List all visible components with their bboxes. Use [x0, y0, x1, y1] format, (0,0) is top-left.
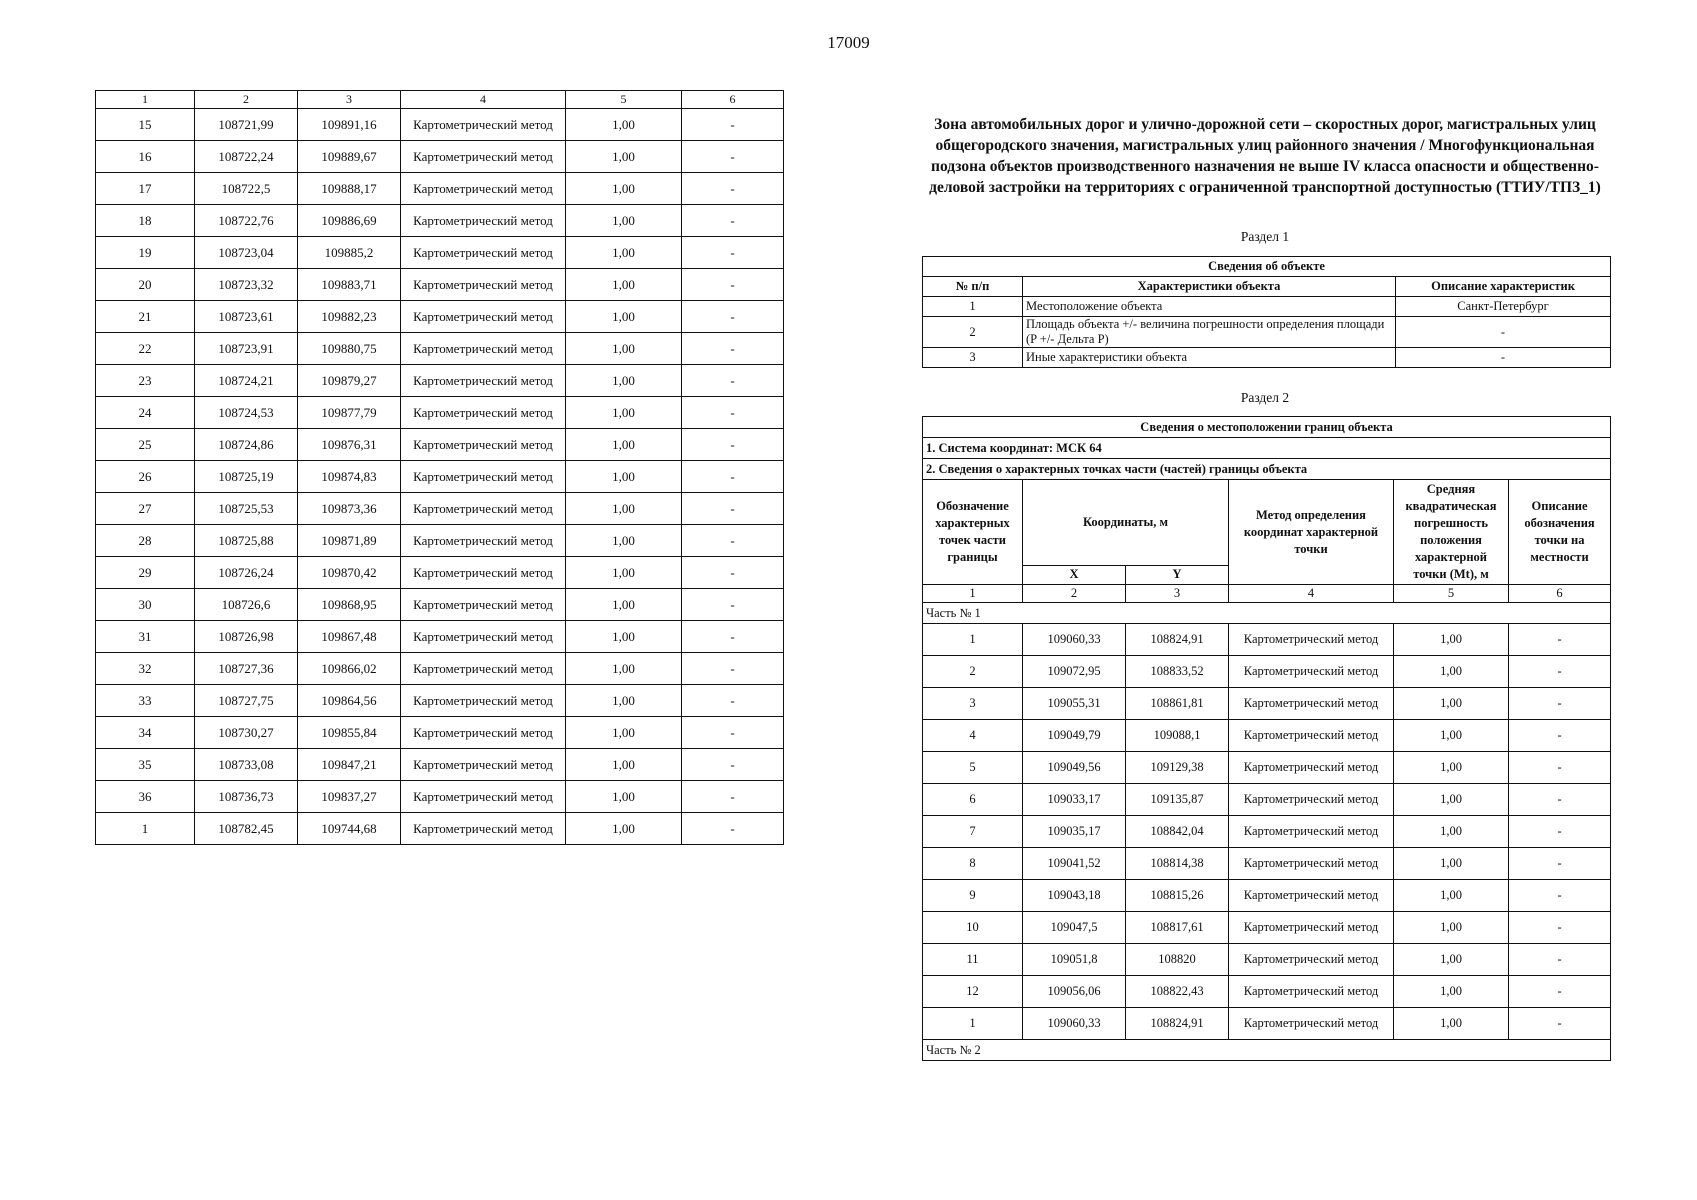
object-row-value: Санкт-Петербург [1396, 297, 1611, 317]
table-cell: 29 [96, 557, 195, 589]
table-cell: 109129,38 [1126, 752, 1229, 784]
table-row [96, 685, 784, 717]
table-cell: 1,00 [566, 493, 682, 525]
table-row [96, 461, 784, 493]
left-table-header-cell: 4 [401, 91, 566, 109]
object-table-caption: Сведения об объекте [923, 257, 1611, 277]
table-cell: 1,00 [566, 813, 682, 845]
coordinate-system: 1. Система координат: МСК 64 [923, 438, 1611, 459]
col-x: X [1023, 565, 1126, 584]
col-number-4: 4 [1229, 585, 1394, 603]
table-cell: 19 [96, 237, 195, 269]
table-cell: 1,00 [1394, 784, 1509, 816]
table-cell: Картометрический метод [401, 717, 566, 749]
object-row-value: - [1396, 317, 1611, 348]
table-cell: 108733,08 [195, 749, 298, 781]
table-cell: 109866,02 [298, 653, 401, 685]
table-cell: - [1509, 1008, 1611, 1040]
table-cell: 109060,33 [1023, 1008, 1126, 1040]
table-cell: Картометрический метод [1229, 816, 1394, 848]
page-number: 17009 [827, 33, 870, 52]
table-cell: Картометрический метод [401, 333, 566, 365]
table-cell: 108722,5 [195, 173, 298, 205]
table-cell: 109867,48 [298, 621, 401, 653]
table-cell: 109870,42 [298, 557, 401, 589]
table-cell: 1,00 [566, 589, 682, 621]
section-2-label: Раздел 2 [1240, 390, 1290, 405]
table-cell: 6 [923, 784, 1023, 816]
table-cell: 108817,61 [1126, 912, 1229, 944]
coordinates-continuation-table [95, 90, 784, 845]
table-cell: 108726,6 [195, 589, 298, 621]
table-cell: Картометрический метод [1229, 656, 1394, 688]
table-cell: 1,00 [566, 301, 682, 333]
table-cell: 109060,33 [1023, 624, 1126, 656]
table-cell: 108782,45 [195, 813, 298, 845]
boundary-points-table [922, 416, 1611, 1061]
table-row [96, 205, 784, 237]
table-row [96, 141, 784, 173]
table-cell: 109056,06 [1023, 976, 1126, 1008]
table-row [96, 301, 784, 333]
left-table-header-cell: 2 [195, 91, 298, 109]
table-cell: 27 [96, 493, 195, 525]
left-table-header-row [96, 91, 784, 109]
table-row [923, 656, 1611, 688]
table-cell: - [682, 333, 784, 365]
col-description: Описание обозначения точки на местности [1509, 480, 1611, 585]
object-row-value: - [1396, 348, 1611, 368]
table-cell: 10 [923, 912, 1023, 944]
table-row [96, 589, 784, 621]
object-col-number: № п/п [923, 277, 1023, 297]
table-cell: Картометрический метод [1229, 688, 1394, 720]
table-cell: 11 [923, 944, 1023, 976]
col-number-2: 2 [1023, 585, 1126, 603]
table-cell: - [682, 813, 784, 845]
table-cell: 1,00 [566, 685, 682, 717]
table-cell: 108814,38 [1126, 848, 1229, 880]
table-cell: 108736,73 [195, 781, 298, 813]
table-cell: - [682, 269, 784, 301]
col-point-designation: Обозначение характерных точек части границы [923, 480, 1023, 585]
table-cell: Картометрический метод [401, 301, 566, 333]
table-cell: 109051,8 [1023, 944, 1126, 976]
table-cell: 108730,27 [195, 717, 298, 749]
table-cell: - [1509, 784, 1611, 816]
table-cell: 1,00 [566, 429, 682, 461]
table-cell: - [682, 429, 784, 461]
table-cell: Картометрический метод [401, 621, 566, 653]
table-cell: - [682, 301, 784, 333]
table-cell: 109864,56 [298, 685, 401, 717]
table-cell: 108842,04 [1126, 816, 1229, 848]
table-cell: 108723,04 [195, 237, 298, 269]
table-cell: 1,00 [566, 461, 682, 493]
table-cell: 1,00 [566, 141, 682, 173]
table-cell: 26 [96, 461, 195, 493]
table-cell: Картометрический метод [1229, 848, 1394, 880]
table-cell: 109873,36 [298, 493, 401, 525]
table-cell: 21 [96, 301, 195, 333]
table-cell: 1,00 [566, 205, 682, 237]
table-cell: 109088,1 [1126, 720, 1229, 752]
left-table-header-cell: 3 [298, 91, 401, 109]
table-cell: 1,00 [566, 749, 682, 781]
table-cell: - [1509, 976, 1611, 1008]
table-cell: - [1509, 624, 1611, 656]
table-cell: Картометрический метод [401, 397, 566, 429]
part-2-label: Часть № 2 [923, 1040, 1611, 1061]
table-cell: Картометрический метод [401, 493, 566, 525]
table-cell: 109883,71 [298, 269, 401, 301]
table-cell: Картометрический метод [401, 237, 566, 269]
table-cell: 109837,27 [298, 781, 401, 813]
table-cell: 20 [96, 269, 195, 301]
table-cell: 108721,99 [195, 109, 298, 141]
table-row [96, 621, 784, 653]
table-cell: 109847,21 [298, 749, 401, 781]
table-cell: 36 [96, 781, 195, 813]
table-cell: - [1509, 944, 1611, 976]
table-cell: - [682, 173, 784, 205]
table-cell: - [682, 589, 784, 621]
table-row [923, 624, 1611, 656]
table-cell: - [682, 749, 784, 781]
table-cell: - [682, 365, 784, 397]
col-method: Метод определения координат характерной точки [1229, 480, 1394, 585]
col-number-3: 3 [1126, 585, 1229, 603]
table-cell: 109035,17 [1023, 816, 1126, 848]
table-cell: Картометрический метод [1229, 720, 1394, 752]
left-table-header-cell: 1 [96, 91, 195, 109]
table-cell: 109135,87 [1126, 784, 1229, 816]
table-cell: 108726,98 [195, 621, 298, 653]
table-cell: 1,00 [1394, 912, 1509, 944]
table-cell: 108727,36 [195, 653, 298, 685]
table-cell: 1,00 [566, 397, 682, 429]
table-row [96, 333, 784, 365]
table-cell: 109889,67 [298, 141, 401, 173]
table-row [923, 944, 1611, 976]
table-row [923, 688, 1611, 720]
table-cell: Картометрический метод [401, 589, 566, 621]
table-row [96, 717, 784, 749]
table-cell: Картометрический метод [1229, 944, 1394, 976]
table-cell: Картометрический метод [401, 653, 566, 685]
table-cell: - [1509, 912, 1611, 944]
table-cell: 1 [923, 1008, 1023, 1040]
zone-title: Зона автомобильных дорог и улично-дорожной сети – скоростных дорог, магистральных улиц общегородского значения, магистральных улиц районного значения / Многофункциональная подзона объектов производственного назначения не выше IV класса опасности и общественно-деловой застройки на территориях с ограниченной транспортной доступностью (ТТИУ/ТПЗ_1) [929, 116, 1601, 196]
table-cell: Картометрический метод [1229, 1008, 1394, 1040]
table-cell: 108723,91 [195, 333, 298, 365]
table-row [923, 816, 1611, 848]
table-cell: 1,00 [1394, 944, 1509, 976]
table-row [96, 781, 784, 813]
table-cell: 108724,53 [195, 397, 298, 429]
table-cell: 108723,32 [195, 269, 298, 301]
table-cell: 109033,17 [1023, 784, 1126, 816]
table-cell: 1,00 [1394, 688, 1509, 720]
table-cell: 108724,86 [195, 429, 298, 461]
table-row [96, 653, 784, 685]
table-cell: 109049,79 [1023, 720, 1126, 752]
table-cell: 108833,52 [1126, 656, 1229, 688]
table-cell: 1,00 [1394, 976, 1509, 1008]
table-cell: 1,00 [1394, 656, 1509, 688]
table-cell: 15 [96, 109, 195, 141]
table-cell: - [682, 653, 784, 685]
table-cell: 109868,95 [298, 589, 401, 621]
table-cell: 1,00 [1394, 624, 1509, 656]
table-cell: - [682, 109, 784, 141]
table-row [923, 1008, 1611, 1040]
table-cell: - [682, 141, 784, 173]
table-row [96, 813, 784, 845]
object-info-table [922, 256, 1611, 368]
table-row [96, 269, 784, 301]
table-cell: Картометрический метод [401, 141, 566, 173]
table-cell: 109891,16 [298, 109, 401, 141]
table-row [96, 557, 784, 589]
table-cell: - [682, 685, 784, 717]
table-cell: 1,00 [1394, 1008, 1509, 1040]
table-cell: 1,00 [566, 237, 682, 269]
boundary-table-caption: Сведения о местоположении границ объекта [923, 417, 1611, 438]
left-table-header-cell: 6 [682, 91, 784, 109]
table-cell: 109871,89 [298, 525, 401, 557]
table-cell: 3 [923, 688, 1023, 720]
table-cell: Картометрический метод [401, 429, 566, 461]
table-row [96, 237, 784, 269]
table-row [923, 720, 1611, 752]
col-coordinates: Координаты, м [1023, 480, 1229, 566]
table-cell: 109072,95 [1023, 656, 1126, 688]
table-cell: 1,00 [566, 109, 682, 141]
table-cell: 28 [96, 525, 195, 557]
table-row [96, 365, 784, 397]
col-number-1: 1 [923, 585, 1023, 603]
table-cell: - [1509, 880, 1611, 912]
object-row-number: 1 [923, 297, 1023, 317]
table-cell: 108861,81 [1126, 688, 1229, 720]
table-cell: 109877,79 [298, 397, 401, 429]
table-cell: 22 [96, 333, 195, 365]
table-cell: - [682, 237, 784, 269]
table-cell: Картометрический метод [401, 269, 566, 301]
table-cell: 109041,52 [1023, 848, 1126, 880]
table-cell: Картометрический метод [1229, 976, 1394, 1008]
table-cell: - [1509, 688, 1611, 720]
table-cell: 1,00 [566, 525, 682, 557]
table-cell: 25 [96, 429, 195, 461]
table-cell: 109879,27 [298, 365, 401, 397]
table-cell: - [682, 621, 784, 653]
table-cell: 109880,75 [298, 333, 401, 365]
table-cell: 32 [96, 653, 195, 685]
table-row [923, 848, 1611, 880]
table-cell: 109885,2 [298, 237, 401, 269]
object-col-characteristics: Характеристики объекта [1023, 277, 1396, 297]
table-cell: - [682, 493, 784, 525]
table-cell: 1,00 [1394, 816, 1509, 848]
table-cell: 108824,91 [1126, 1008, 1229, 1040]
table-cell: 1,00 [566, 365, 682, 397]
table-cell: Картометрический метод [1229, 752, 1394, 784]
object-row-characteristic: Площадь объекта +/- величина погрешности определения площади (P +/- Дельта P) [1023, 317, 1396, 348]
table-cell: 23 [96, 365, 195, 397]
section-1-label: Раздел 1 [1240, 229, 1290, 244]
table-row [96, 429, 784, 461]
table-cell: - [1509, 656, 1611, 688]
table-cell: 9 [923, 880, 1023, 912]
table-cell: 1,00 [566, 781, 682, 813]
table-cell: 8 [923, 848, 1023, 880]
table-cell: 108822,43 [1126, 976, 1229, 1008]
table-row [96, 109, 784, 141]
table-cell: 1,00 [566, 269, 682, 301]
table-cell: 109744,68 [298, 813, 401, 845]
object-row-number: 2 [923, 317, 1023, 348]
table-cell: 108724,21 [195, 365, 298, 397]
table-row [96, 173, 784, 205]
table-cell: 18 [96, 205, 195, 237]
object-row-characteristic: Иные характеристики объекта [1023, 348, 1396, 368]
points-caption: 2. Сведения о характерных точках части (частей) границы объекта [923, 459, 1611, 480]
table-cell: - [682, 781, 784, 813]
table-cell: 1,00 [566, 557, 682, 589]
table-cell: 1,00 [1394, 848, 1509, 880]
table-cell: 7 [923, 816, 1023, 848]
table-cell: 33 [96, 685, 195, 717]
table-cell: 34 [96, 717, 195, 749]
table-cell: 109888,17 [298, 173, 401, 205]
table-cell: 109874,83 [298, 461, 401, 493]
table-cell: 109886,69 [298, 205, 401, 237]
table-cell: 108824,91 [1126, 624, 1229, 656]
table-cell: 30 [96, 589, 195, 621]
table-cell: 1 [923, 624, 1023, 656]
table-cell: Картометрический метод [401, 685, 566, 717]
table-row [923, 976, 1611, 1008]
table-cell: Картометрический метод [401, 525, 566, 557]
table-cell: Картометрический метод [1229, 912, 1394, 944]
table-cell: - [682, 205, 784, 237]
table-cell: 1,00 [1394, 752, 1509, 784]
table-cell: - [1509, 720, 1611, 752]
table-cell: - [1509, 816, 1611, 848]
table-cell: Картометрический метод [401, 461, 566, 493]
table-cell: 108820 [1126, 944, 1229, 976]
table-cell: 109876,31 [298, 429, 401, 461]
table-row [923, 752, 1611, 784]
table-cell: 109882,23 [298, 301, 401, 333]
col-y: Y [1126, 565, 1229, 584]
table-cell: 109049,56 [1023, 752, 1126, 784]
table-cell: Картометрический метод [1229, 880, 1394, 912]
table-cell: 16 [96, 141, 195, 173]
table-row [923, 784, 1611, 816]
table-cell: 108725,19 [195, 461, 298, 493]
table-cell: 1,00 [1394, 880, 1509, 912]
table-cell: 108723,61 [195, 301, 298, 333]
table-row [96, 749, 784, 781]
table-cell: Картометрический метод [401, 749, 566, 781]
table-cell: Картометрический метод [401, 781, 566, 813]
table-cell: - [682, 461, 784, 493]
table-cell: - [682, 525, 784, 557]
table-cell: 108725,88 [195, 525, 298, 557]
table-cell: - [682, 397, 784, 429]
table-cell: Картометрический метод [1229, 624, 1394, 656]
table-cell: 1,00 [566, 333, 682, 365]
table-cell: 108727,75 [195, 685, 298, 717]
table-cell: - [1509, 752, 1611, 784]
table-cell: Картометрический метод [1229, 784, 1394, 816]
object-row-characteristic: Местоположение объекта [1023, 297, 1396, 317]
table-cell: 12 [923, 976, 1023, 1008]
table-cell: - [682, 717, 784, 749]
table-cell: 108815,26 [1126, 880, 1229, 912]
table-cell: Картометрический метод [401, 557, 566, 589]
col-number-6: 6 [1509, 585, 1611, 603]
table-row [96, 397, 784, 429]
table-cell: Картометрический метод [401, 173, 566, 205]
table-cell: - [1509, 848, 1611, 880]
table-cell: 4 [923, 720, 1023, 752]
col-error: Средняя квадратическая погрешность положения характерной точки (Mt), м [1394, 480, 1509, 585]
left-table-header-cell: 5 [566, 91, 682, 109]
table-cell: 1,00 [566, 653, 682, 685]
table-cell: 108722,76 [195, 205, 298, 237]
part-1-label: Часть № 1 [923, 603, 1611, 624]
table-row [96, 525, 784, 557]
table-cell: 2 [923, 656, 1023, 688]
table-cell: Картометрический метод [401, 365, 566, 397]
table-cell: 31 [96, 621, 195, 653]
table-cell: 1 [96, 813, 195, 845]
table-row [96, 493, 784, 525]
table-cell: 109855,84 [298, 717, 401, 749]
table-row [923, 880, 1611, 912]
table-cell: 1,00 [566, 717, 682, 749]
table-cell: 109043,18 [1023, 880, 1126, 912]
table-cell: 5 [923, 752, 1023, 784]
table-cell: 35 [96, 749, 195, 781]
object-row-number: 3 [923, 348, 1023, 368]
col-number-5: 5 [1394, 585, 1509, 603]
table-cell: Картометрический метод [401, 813, 566, 845]
table-cell: Картометрический метод [401, 109, 566, 141]
table-cell: 1,00 [1394, 720, 1509, 752]
table-cell: 108725,53 [195, 493, 298, 525]
table-cell: 108722,24 [195, 141, 298, 173]
table-cell: 109047,5 [1023, 912, 1126, 944]
table-row [923, 912, 1611, 944]
table-cell: Картометрический метод [401, 205, 566, 237]
table-cell: 108726,24 [195, 557, 298, 589]
object-col-description: Описание характеристик [1396, 277, 1611, 297]
table-cell: 24 [96, 397, 195, 429]
table-cell: 1,00 [566, 173, 682, 205]
table-cell: 17 [96, 173, 195, 205]
table-cell: 109055,31 [1023, 688, 1126, 720]
table-cell: 1,00 [566, 621, 682, 653]
table-cell: - [682, 557, 784, 589]
